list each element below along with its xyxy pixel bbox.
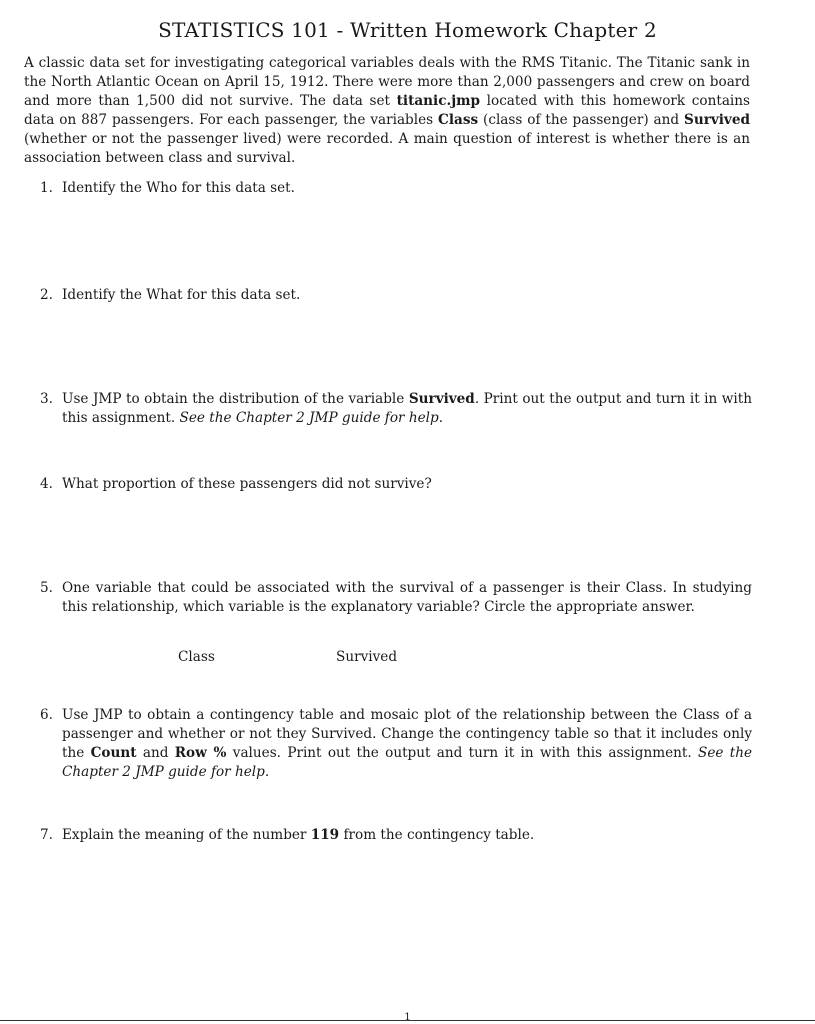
question-text: and bbox=[136, 745, 175, 761]
intro-text-3: (class of the passenger) and bbox=[478, 112, 684, 128]
question-text: Explain the meaning of the number bbox=[62, 827, 311, 843]
question-text: Identify the Who for this data set. bbox=[62, 180, 295, 196]
page-title: STATISTICS 101 - Written Homework Chapter 2 bbox=[158, 18, 657, 42]
page-number: 1 bbox=[404, 1012, 411, 1023]
intro-text-2: located with this homework contains data on 887 passengers. For each passenger, the variables bbox=[24, 93, 750, 128]
question-hint: See the Chapter 2 JMP guide for help. bbox=[62, 745, 752, 780]
question-text: from the contingency table. bbox=[339, 827, 535, 843]
question-text: values. Print out the output and turn it in with this assignment. bbox=[226, 745, 699, 761]
question-text: Use JMP to obtain a contingency table and mosaic plot of the relationship between the Class of a passenger and whether or not they Survived. Change the contingency table so that it includes only the bbox=[62, 707, 752, 761]
question-1 bbox=[40, 179, 752, 198]
question-number: 4. bbox=[40, 476, 53, 492]
page-bottom-rule bbox=[0, 1020, 815, 1021]
question-bold-term: Row % bbox=[174, 745, 227, 761]
question-3 bbox=[40, 390, 752, 428]
question-number: 5. bbox=[40, 580, 53, 596]
question-number: 1. bbox=[40, 180, 53, 196]
choice-class[interactable]: Class bbox=[178, 649, 215, 665]
question-5 bbox=[40, 579, 752, 617]
question-bold-term: Count bbox=[90, 745, 137, 761]
intro-var-survived: Survived bbox=[684, 112, 750, 128]
question-hint: See the Chapter 2 JMP guide for help. bbox=[179, 410, 444, 426]
intro-text-4: (whether or not the passenger lived) were recorded. A main question of interest is whether there is an association between class and survival. bbox=[24, 131, 750, 166]
intro-paragraph bbox=[24, 54, 750, 168]
question-text: Identify the What for this data set. bbox=[62, 287, 301, 303]
question-text: What proportion of these passengers did not survive? bbox=[62, 476, 432, 492]
choice-survived[interactable]: Survived bbox=[336, 649, 398, 665]
question-bold-term: 119 bbox=[310, 827, 340, 843]
question-number: 3. bbox=[40, 391, 53, 407]
intro-file-name: titanic.jmp bbox=[396, 93, 481, 109]
question-text: One variable that could be associated with the survival of a passenger is their Class. In studying this relationship, which variable is the explanatory variable? Circle the appropriate answer. bbox=[62, 580, 752, 615]
question-7 bbox=[40, 826, 752, 845]
intro-var-class: Class bbox=[438, 112, 479, 128]
question-text: Use JMP to obtain the distribution of the variable bbox=[62, 391, 409, 407]
question-2 bbox=[40, 286, 752, 305]
intro-text-1: A classic data set for investigating categorical variables deals with the RMS Titanic. The Titanic sank in the North Atlantic Ocean on April 15, 1912. There were more than 2,000 passengers and crew on board and more than 1,500 did not survive. The data set bbox=[24, 55, 750, 109]
question-4 bbox=[40, 475, 752, 494]
question-6 bbox=[40, 706, 752, 782]
question-number: 2. bbox=[40, 287, 53, 303]
question-number: 6. bbox=[40, 707, 53, 723]
question-bold-term: Survived bbox=[408, 391, 475, 407]
question-number: 7. bbox=[40, 827, 53, 843]
question-text: . Print out the output and turn it in with this assignment. bbox=[62, 391, 752, 426]
